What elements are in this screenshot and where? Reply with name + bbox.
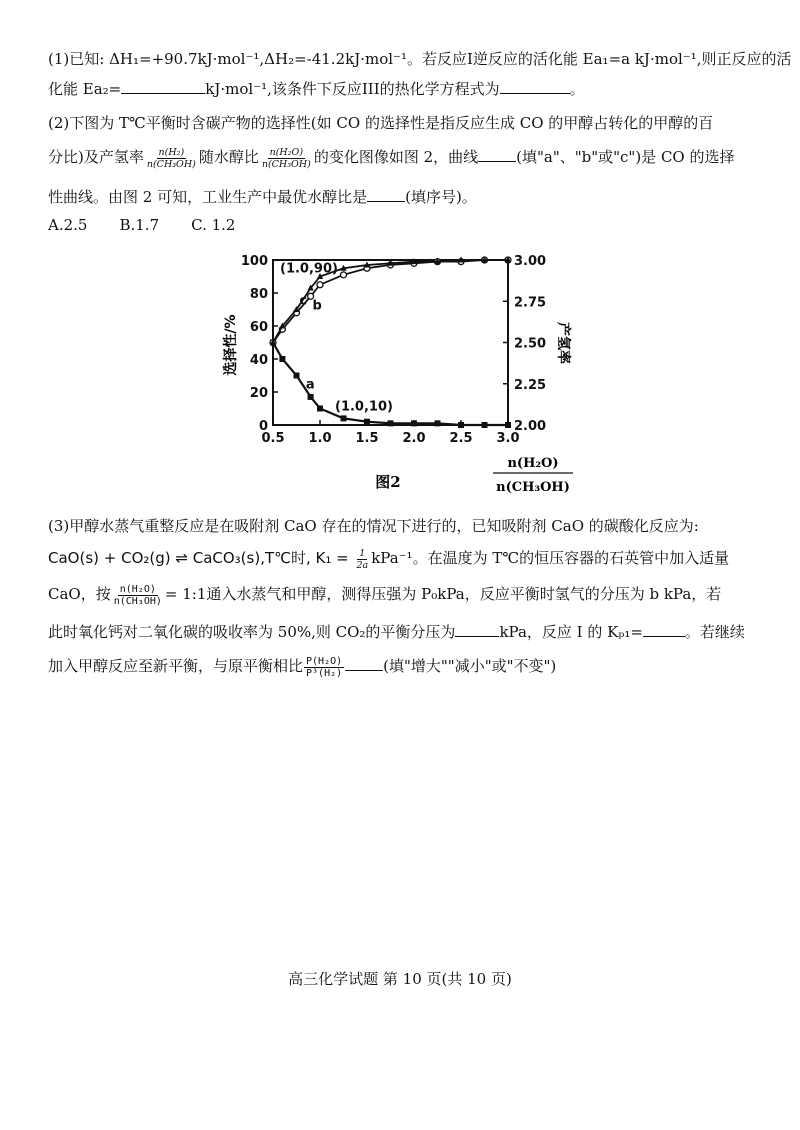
q2-options	[48, 214, 267, 236]
q2-line2: 分比)及产氢率 $\frac{\text{n(H₂)}}{\text{n(CH₃OH)}}$ 随水醇比 $\frac{\text{n(H₂O)}}{\text{n(CH₃OH)}}$ 的变化图像如图 2，曲线 (填"a"、"b"或"c")是 CO 的选择	[48, 146, 735, 170]
q3-line1: (3)甲醇水蒸气重整反应是在吸附剂 CaO 存在的情况下进行的，已知吸附剂 CaO 的碳酸化反应为:	[48, 517, 699, 535]
series-label-c: c	[299, 293, 308, 309]
h2-yield-fraction: $\frac{\text{n(H₂)}}{\text{n(CH₃OH)}}$	[146, 146, 196, 170]
q3-line4: 此时氧化钙对二氧化碳的吸收率为 50%,则 CO₂的平衡分压为 kPa，反应 I 的 Kₚ₁= 。若继续	[48, 623, 745, 641]
point-a	[294, 373, 300, 379]
q2-line1: (2)下图为 T℃平衡时含碳产物的选择性(如 CO 的选择性是指反应生成 CO 的甲醇占转化的甲醇的百	[48, 114, 714, 132]
q2-line3: 性曲线。由图 2 可知，工业生产中最优水醇比是 (填序号)。	[48, 188, 477, 206]
point-a	[308, 394, 314, 400]
y-left-tick-label: 60	[249, 320, 268, 335]
point-a	[482, 422, 488, 428]
option-b[interactable]: B.1.7	[119, 216, 160, 234]
q3-line3: CaO，按 $\frac{\text{n(H₂O)}}{\text{n(CH₃OH)}}$ = 1:1通入水蒸气和甲醇，测得压强为 P₀kPa，反应平衡时氢气的分压为 b kPa，若	[48, 583, 722, 607]
y-left-tick-label: 20	[249, 386, 268, 401]
x-tick-label: 2.5	[449, 431, 473, 446]
ylabel-left: 选择性/%	[223, 314, 239, 376]
answer-blank-ea2[interactable]	[121, 78, 205, 94]
q3-line5: 加入甲醇反应至新平衡，与原平衡相比 $\frac{\text{P(H₂O)}}{\text{P³(H₂)}}$ (填"增大""减小"或"不变")	[48, 655, 557, 679]
point-a	[279, 356, 285, 362]
answer-blank-co2[interactable]	[455, 621, 499, 637]
point-a	[435, 420, 441, 426]
selectivity-chart	[225, 245, 585, 505]
point-b	[341, 272, 347, 278]
y-left-tick-label: 80	[249, 287, 268, 302]
chart-caption: 图2	[375, 473, 401, 491]
xlabel-denominator: n(CH₃OH)	[496, 480, 570, 495]
water-alcohol-ratio-fraction: $\frac{\text{n(H₂O)}}{\text{n(CH₃OH)}}$	[261, 146, 311, 170]
y-right-tick-label: 2.25	[514, 377, 547, 393]
labels-layer	[241, 254, 546, 446]
point-a	[505, 422, 511, 428]
x-tick-label: 2.0	[402, 431, 426, 446]
ylabel-right: 产氢率	[555, 322, 571, 364]
series-label-b: b	[312, 298, 322, 314]
point-a	[388, 420, 394, 426]
y-right-tick-label: 3.00	[514, 254, 547, 269]
y-left-tick-label: 100	[240, 254, 268, 269]
annotation-point-high: (1.0,90)	[280, 261, 338, 277]
x-tick-label: 1.0	[308, 431, 332, 446]
q3-line2: CaO(s) + CO₂(g) ⇌ CaCO₃(s),T℃时, K₁ = $\frac{1}{2a}$ kPa⁻¹。在温度为 T℃的恒压容器的石英管中加入适量	[48, 547, 730, 571]
point-a	[411, 420, 417, 426]
point-a	[341, 415, 347, 421]
y-right-tick-label: 2.75	[514, 295, 547, 311]
point-a	[364, 419, 370, 425]
q1-line2: 化能 Ea₂= kJ·mol⁻¹,该条件下反应III的热化学方程式为 。	[48, 80, 585, 98]
point-a	[458, 422, 464, 428]
y-left-tick-label: 0	[258, 419, 268, 434]
feed-ratio-fraction: $\frac{\text{n(H₂O)}}{\text{n(CH₃OH)}}$	[113, 583, 162, 607]
answer-blank-curve[interactable]	[478, 146, 516, 162]
answer-blank-kp1[interactable]	[643, 621, 685, 637]
y-right-tick-label: 2.50	[514, 336, 547, 352]
y-right-tick-label: 2.00	[514, 419, 547, 434]
x-tick-label: 1.5	[355, 431, 379, 446]
answer-blank-ratio[interactable]	[367, 186, 405, 202]
option-a[interactable]: A.2.5	[48, 216, 88, 234]
series-label-a: a	[305, 377, 315, 393]
q1-line1: (1)已知: ΔH₁=+90.7kJ·mol⁻¹,ΔH₂=-41.2kJ·mol⁻¹。若反应I逆反应的活化能 Ea₁=a kJ·mol⁻¹,则正反应的活	[48, 50, 792, 68]
xlabel-numerator: n(H₂O)	[507, 456, 559, 471]
point-a	[317, 406, 323, 412]
annotation-point-low: (1.0,10)	[335, 399, 393, 415]
page-footer: 高三化学试题 第 10 页(共 10 页)	[288, 970, 512, 988]
x-tick-label: 0.5	[261, 431, 285, 446]
option-c[interactable]: C. 1.2	[191, 216, 236, 234]
k1-fraction: $\frac{1}{2a}$	[356, 547, 369, 571]
point-b	[317, 282, 323, 288]
pressure-ratio-fraction: $\frac{\text{P(H₂O)}}{\text{P³(H₂)}}$	[306, 655, 343, 679]
x-tick-label: 3.0	[496, 431, 520, 446]
answer-blank-equation[interactable]	[500, 78, 570, 94]
y-left-tick-label: 40	[249, 353, 268, 368]
answer-blank-trend[interactable]	[345, 655, 383, 671]
